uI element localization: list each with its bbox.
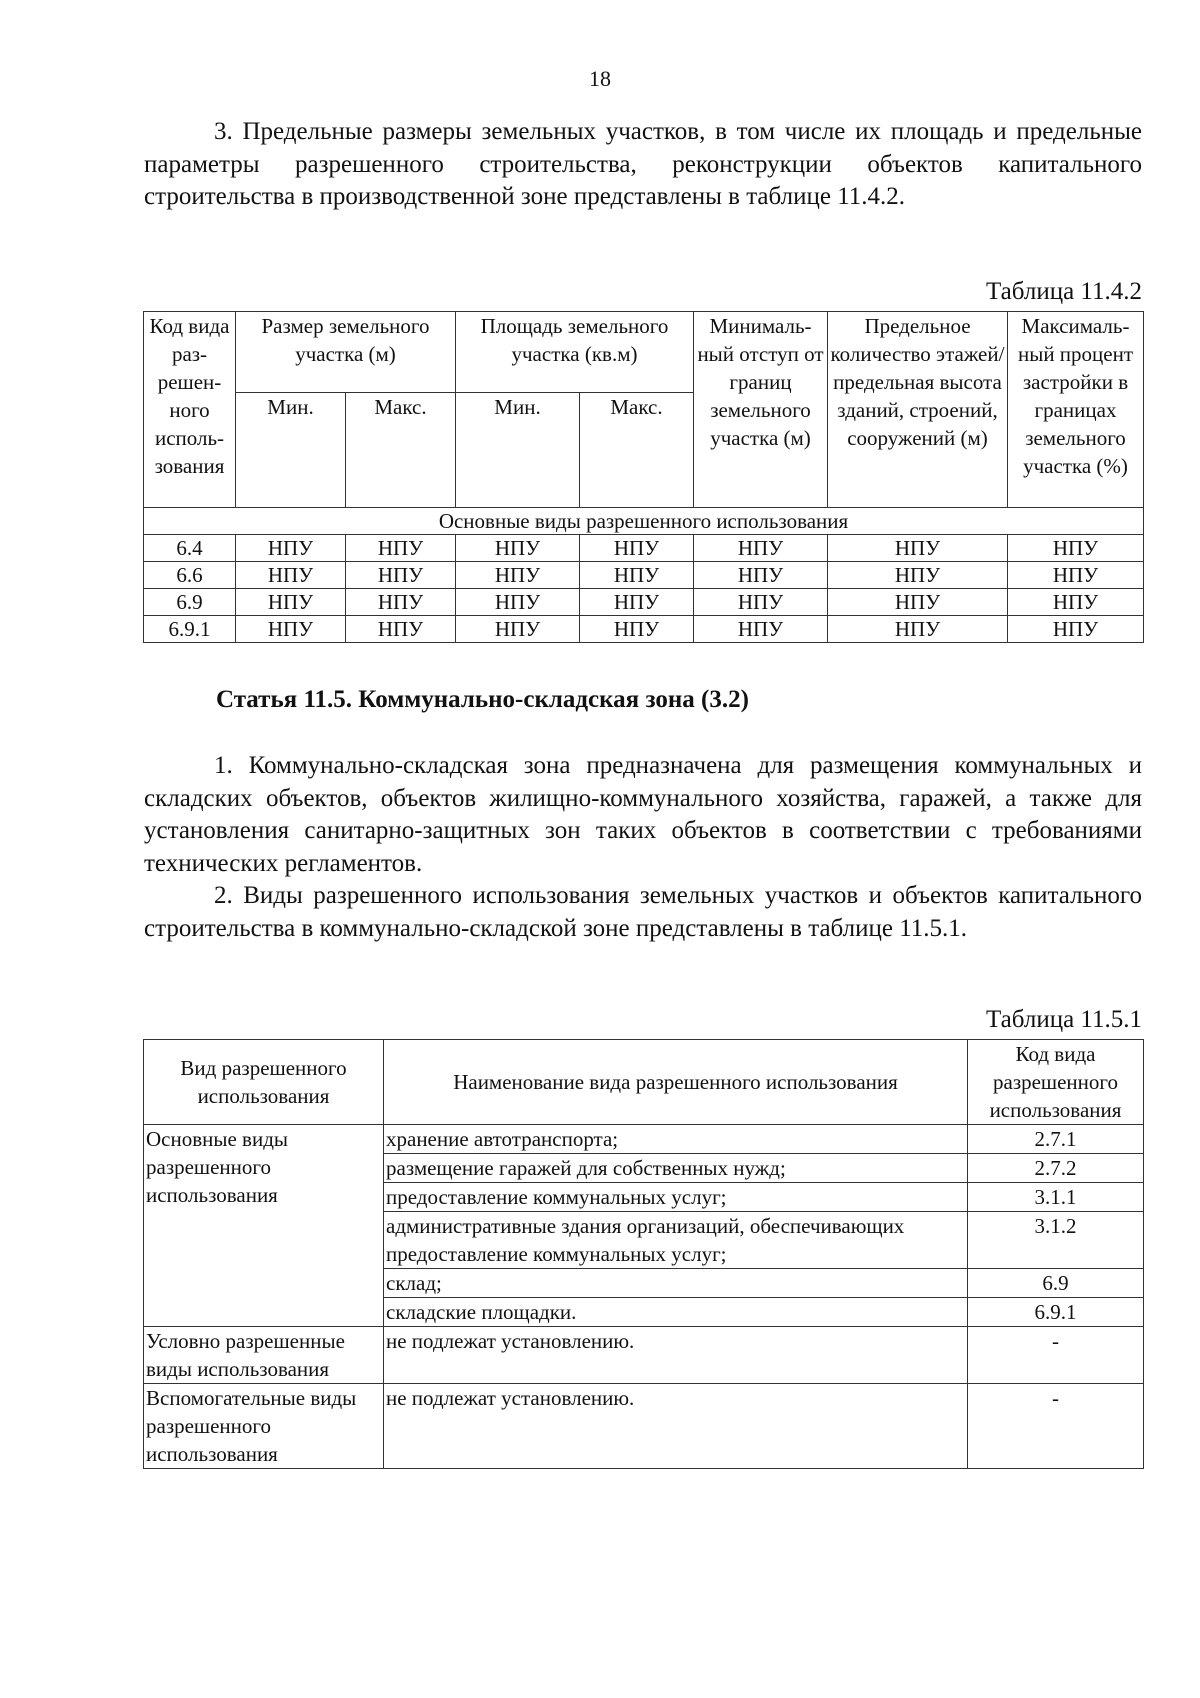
cell-code: 6.9 [144,589,236,616]
cell-value: НПУ [1008,535,1144,562]
cell-code: 6.4 [144,535,236,562]
cell-value: НПУ [236,616,346,643]
article-paragraph-2 [144,880,1142,945]
table-1142-section-row [144,508,1144,535]
header-size-min: Мин. [236,393,346,508]
article-paragraph-1 [144,750,1142,880]
cell-value: НПУ [1008,562,1144,589]
cell-value: НПУ [456,616,580,643]
table-row [144,535,1144,562]
cell-value: НПУ [694,562,828,589]
use-name: административные здания организаций, обеспечивающих предоставление коммунальных услуг; [384,1212,968,1269]
use-code: 6.9.1 [968,1298,1144,1327]
cell-value: НПУ [346,616,456,643]
table-row [144,1384,1144,1469]
section-main-uses: Основные виды разрешенного использования [144,508,1144,535]
header-min-offset: Минималь- ный отступ от границ земельного участка (м) [694,312,828,508]
use-code: - [968,1327,1144,1384]
use-code: 2.7.1 [968,1125,1144,1154]
cell-value: НПУ [580,562,694,589]
cell-value: НПУ [580,535,694,562]
cell-value: НПУ [456,589,580,616]
table-row [144,562,1144,589]
table-1142 [143,311,1144,643]
header-floors: Предельное количество этажей/ предельная высота зданий, строений, сооружений (м) [828,312,1008,508]
header-code: Код вида раз- решен- ного исполь- зования [144,312,236,508]
section3-paragraph [144,116,1142,214]
cell-value: НПУ [1008,616,1144,643]
cell-value: НПУ [346,535,456,562]
header-name: Наименование вида разрешенного использования [384,1040,968,1125]
cell-value: НПУ [236,535,346,562]
cell-value: НПУ [694,589,828,616]
page-number: 18 [589,66,611,91]
table-1142-caption: Таблица 11.4.2 [986,278,1142,305]
article-p1-text: 1. Коммунально-складская зона предназначена для размещения коммунальных и складских объектов, объектов жилищно-коммунального хозяйства, гаражей, а также для установления санитарно-защитных зон таких объектов в соответствии с требованиями технических регламентов. [144,752,1142,877]
cell-value: НПУ [828,589,1008,616]
article-p2-text: 2. Виды разрешенного использования земельных участков и объектов капитального строительства в коммунально-складской зоне представлены в таблице 11.5.1. [144,882,1142,942]
article-heading: Статья 11.5. Коммунально-складская зона (3.2) [216,686,749,713]
use-code: 3.1.2 [968,1212,1144,1269]
cell-value: НПУ [694,535,828,562]
section3-text: 3. Предельные размеры земельных участков, в том числе их площадь и предельные параметры разрешенного строительства, реконструкции объектов капитального строительства в производственной зоне представлены в таблице 11.4.2. [144,118,1142,210]
use-code: - [968,1384,1144,1469]
use-code: 2.7.2 [968,1154,1144,1183]
cell-value: НПУ [828,562,1008,589]
group-auxiliary-uses: Вспомогательные виды разрешенного использования [144,1384,384,1469]
cell-value: НПУ [456,535,580,562]
table-1151-header-row [144,1040,1144,1125]
use-name: складские площадки. [384,1298,968,1327]
cell-value: НПУ [456,562,580,589]
table-row [144,589,1144,616]
cell-value: НПУ [346,589,456,616]
header-plot-area: Площадь земельного участка (кв.м) [456,312,694,393]
header-code: Код вида разрешенного использования [968,1040,1144,1125]
group-conditional-uses: Условно разрешенные виды использования [144,1327,384,1384]
use-code: 3.1.1 [968,1183,1144,1212]
table-row [144,1125,1144,1154]
use-name: не подлежат установлению. [384,1384,968,1469]
header-kind: Вид разрешенного использования [144,1040,384,1125]
use-name: не подлежат установлению. [384,1327,968,1384]
cell-value: НПУ [580,589,694,616]
table-row [144,1327,1144,1384]
use-code: 6.9 [968,1269,1144,1298]
cell-value: НПУ [828,535,1008,562]
header-area-max: Макс. [580,393,694,508]
cell-code: 6.9.1 [144,616,236,643]
header-size-max: Макс. [346,393,456,508]
table-1151 [143,1039,1144,1469]
cell-value: НПУ [1008,589,1144,616]
table-1142-header-row [144,312,1144,393]
cell-value: НПУ [236,589,346,616]
use-name: склад; [384,1269,968,1298]
group-main-uses: Основные виды разрешенного использования [144,1125,384,1327]
cell-value: НПУ [236,562,346,589]
cell-value: НПУ [580,616,694,643]
header-max-percent: Максималь- ный процент застройки в границах земельного участка (%) [1008,312,1144,508]
table-1151-caption: Таблица 11.5.1 [986,1006,1142,1033]
use-name: размещение гаражей для собственных нужд; [384,1154,968,1183]
cell-value: НПУ [694,616,828,643]
header-plot-size: Размер земельного участка (м) [236,312,456,393]
use-name: предоставление коммунальных услуг; [384,1183,968,1212]
header-area-min: Мин. [456,393,580,508]
cell-value: НПУ [828,616,1008,643]
cell-value: НПУ [346,562,456,589]
table-row [144,616,1144,643]
cell-code: 6.6 [144,562,236,589]
use-name: хранение автотранспорта; [384,1125,968,1154]
